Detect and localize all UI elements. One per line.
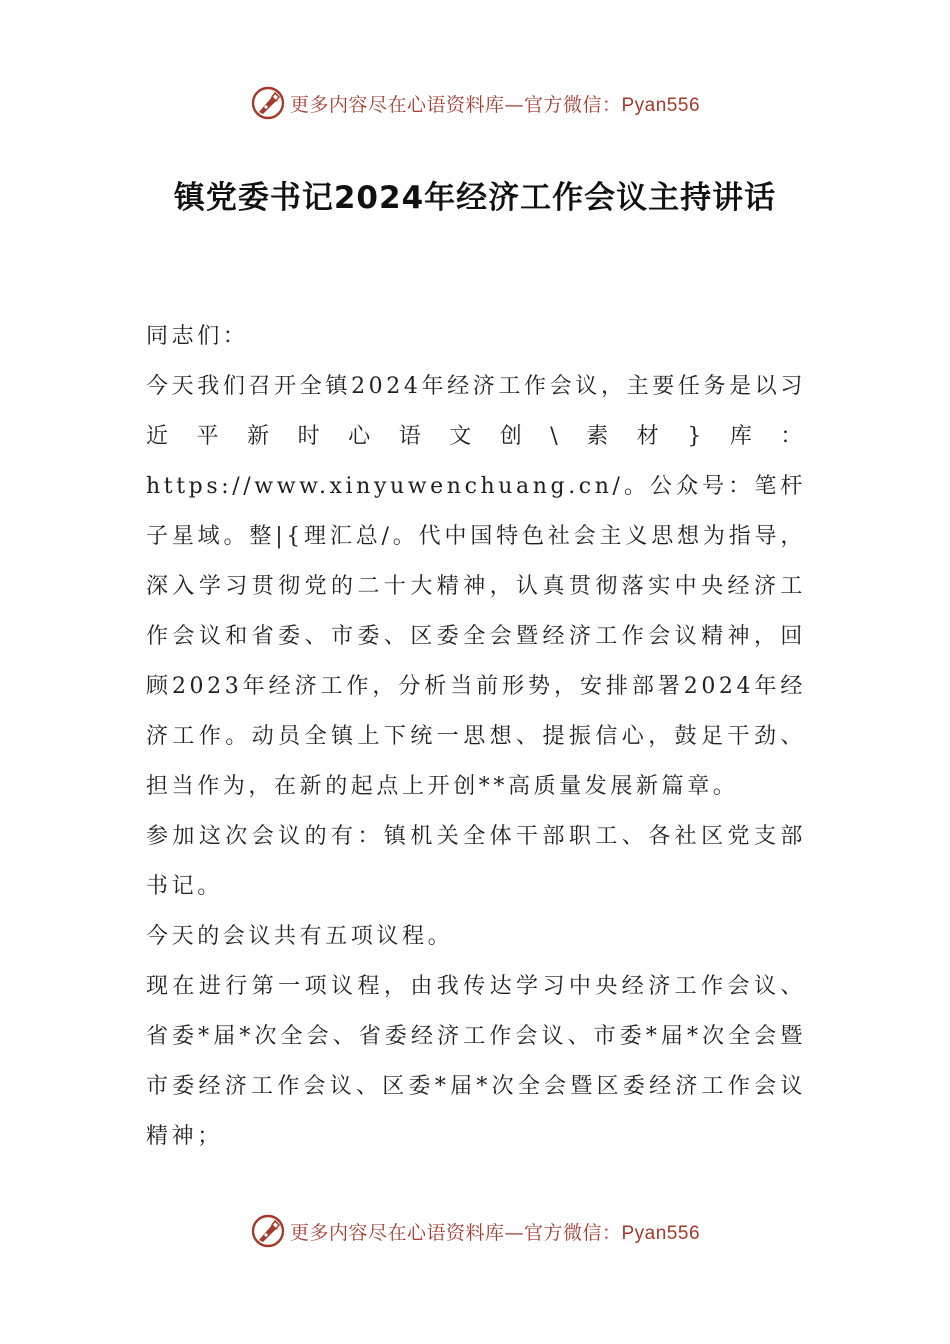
paragraph-attendees: 参加这次会议的有：镇机关全体干部职工、各社区党支部书记。 — [146, 824, 806, 899]
banner-prefix: 更多内容尽在心语资料库—官方微信： — [289, 1221, 622, 1244]
paragraph-intro: 今天我们召开全镇2024年经济工作会议，主要任务是以习近平新时心语文创\素材}库：https://www.xinyuwenchuang.cn/。公众号：笔杆子星域。整|{理汇总/。代中国特色社会主义思想为指导，深入学习贯彻党的二十大精神，认真贯彻落实中央经济工作会议和省委、市委、区委全会暨经济工作会议精神，回顾2023年经济工作，分析当前形势，安排部署2024年经济工作。动员全镇上下统一思想、提振信心，鼓足干劲、担当作为，在新的起点上开创**高质量发展新篇章。 — [146, 374, 806, 799]
document-body — [146, 312, 806, 1162]
footer-banner — [0, 1208, 950, 1254]
banner-text — [290, 1218, 700, 1245]
header-banner — [0, 80, 950, 126]
document-title: 镇党委书记2024年经济工作会议主持讲话 — [173, 180, 777, 216]
banner-wechat-id: Pyan556 — [621, 94, 701, 116]
banner-wechat-id: Pyan556 — [621, 1222, 701, 1244]
paragraph-salutation: 同志们： — [146, 324, 249, 349]
banner-prefix: 更多内容尽在心语资料库—官方微信： — [289, 93, 622, 116]
paragraph-agenda-item-1: 现在进行第一项议程，由我传达学习中央经济工作会议、省委*届*次全会、省委经济工作会议、市委*届*次全会暨市委经济工作会议、区委*届*次全会暨区委经济工作会议精神； — [146, 974, 806, 1149]
pen-nib-logo-icon — [250, 85, 286, 121]
pen-nib-logo-icon — [250, 1213, 286, 1249]
paragraph-agenda-count: 今天的会议共有五项议程。 — [146, 924, 454, 949]
banner-text — [290, 90, 700, 117]
